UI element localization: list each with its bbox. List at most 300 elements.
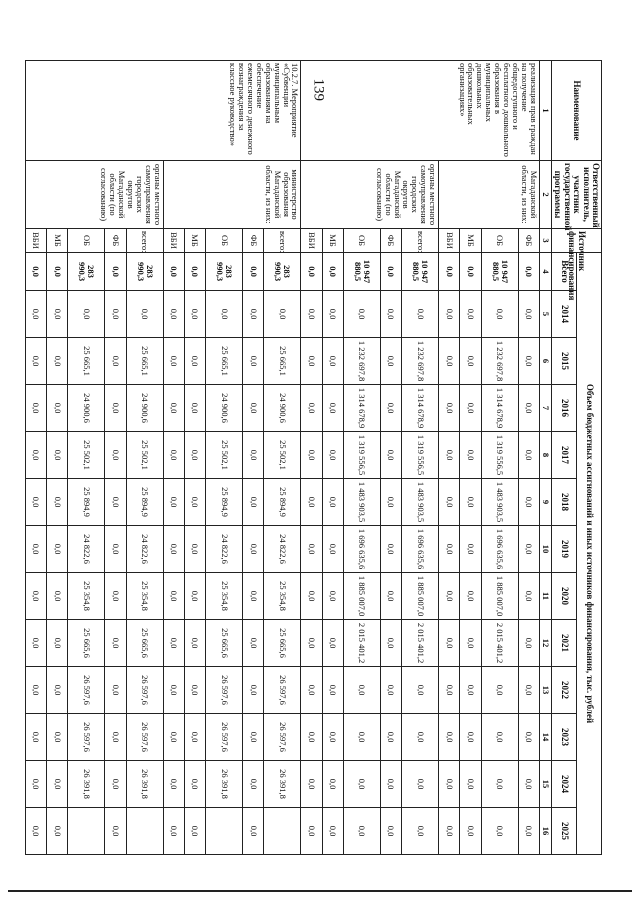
header-year: 2020	[551, 573, 576, 620]
value-cell: 0,0	[322, 338, 343, 385]
value-cell: 0,0	[163, 761, 184, 808]
value-cell: 0,0	[184, 338, 205, 385]
value-cell: 0,0	[206, 291, 243, 338]
value-cell: 25 665,1	[206, 338, 243, 385]
value-cell: 25 665,6	[68, 620, 105, 667]
value-cell: 0,0	[380, 808, 401, 855]
value-cell: 0,0	[518, 714, 539, 761]
value-cell: 0,0	[163, 667, 184, 714]
value-cell: 0,0	[460, 667, 481, 714]
value-cell	[206, 808, 243, 855]
source-cell: ОБ	[68, 229, 105, 253]
value-cell: 0,0	[322, 479, 343, 526]
value-cell: 0,0	[518, 291, 539, 338]
value-cell: 0,0	[47, 620, 68, 667]
value-cell: 0,0	[301, 385, 322, 432]
value-cell: 0,0	[163, 526, 184, 573]
value-cell: 0,0	[25, 291, 46, 338]
source-cell: ВБИ	[25, 229, 46, 253]
value-cell: 26 597,6	[264, 714, 301, 761]
value-cell: 0,0	[105, 526, 126, 573]
value-cell: 26 597,6	[68, 667, 105, 714]
value-cell: 0,0	[518, 432, 539, 479]
value-cell: 24 822,6	[264, 526, 301, 573]
value-cell: 0,0	[380, 573, 401, 620]
value-cell: 0,0	[184, 667, 205, 714]
header-source: Источник финансирования	[551, 229, 601, 253]
value-cell: 0,0	[184, 479, 205, 526]
col-number: 15	[539, 761, 551, 808]
value-cell: 0,0	[163, 385, 184, 432]
value-cell: 26 597,6	[264, 667, 301, 714]
value-cell: 0,0	[264, 291, 301, 338]
value-cell: 0,0	[301, 714, 322, 761]
value-cell: 0,0	[163, 432, 184, 479]
value-cell: 0,0	[184, 761, 205, 808]
col-number: 3	[539, 229, 551, 253]
source-cell: МБ	[184, 229, 205, 253]
value-cell: 0,0	[460, 714, 481, 761]
value-cell	[264, 808, 301, 855]
value-cell: 0,0	[439, 385, 460, 432]
value-cell: 0,0	[380, 291, 401, 338]
value-cell: 0,0	[68, 291, 105, 338]
value-cell: 0,0	[243, 385, 264, 432]
value-cell: 0,0	[301, 573, 322, 620]
header-volume: Объем бюджетных ассигнований и иных источников финансирования, тыс. рублей	[576, 253, 601, 855]
value-cell: 0,0	[25, 573, 46, 620]
source-cell: ВБИ	[301, 229, 322, 253]
value-cell: 0,0	[439, 573, 460, 620]
value-cell: 0,0	[25, 808, 46, 855]
value-cell: 1 319 556,5	[481, 432, 518, 479]
value-cell: 0,0	[301, 291, 322, 338]
col-number: 5	[539, 291, 551, 338]
value-cell: 25 354,8	[206, 573, 243, 620]
col-number: 4	[539, 253, 551, 291]
measure-name: 10.2.7. Мероприятие «Субвенции муниципальным образованиям на обеспечение ежемесячного денежного вознаграждения за классное руководство»	[25, 61, 301, 161]
value-cell: 0,0	[105, 573, 126, 620]
value-cell: 0,0	[343, 714, 380, 761]
value-cell: 0,0	[105, 385, 126, 432]
value-cell: 26 597,6	[206, 667, 243, 714]
value-cell: 0,0	[380, 479, 401, 526]
value-cell: 25 665,6	[206, 620, 243, 667]
value-cell: 0,0	[460, 479, 481, 526]
value-cell: 0,0	[380, 620, 401, 667]
value-cell: 0,0	[380, 526, 401, 573]
value-cell: 0,0	[518, 526, 539, 573]
value-cell: 1 314 678,9	[343, 385, 380, 432]
value-cell: 0,0	[439, 714, 460, 761]
col-number: 6	[539, 338, 551, 385]
value-cell: 0,0	[343, 667, 380, 714]
value-cell: 0,0	[322, 667, 343, 714]
value-cell: 0,0	[25, 385, 46, 432]
value-cell: 0,0	[322, 761, 343, 808]
value-cell: 0,0	[126, 291, 163, 338]
header-year: 2014	[551, 291, 576, 338]
value-cell: 0,0	[481, 808, 518, 855]
page-number: 139	[310, 78, 327, 101]
value-cell: 25 354,8	[126, 573, 163, 620]
value-cell: 0,0	[243, 291, 264, 338]
source-cell: ФБ	[243, 229, 264, 253]
value-cell: 0,0	[460, 291, 481, 338]
column-numbers-row	[539, 61, 551, 855]
value-cell: 0,0	[163, 573, 184, 620]
value-cell: 0,0	[47, 808, 68, 855]
value-cell: 0,0	[380, 432, 401, 479]
value-cell: 0,0	[439, 667, 460, 714]
header-executor: Ответственный исполнитель, участник государственной программы	[551, 161, 601, 229]
value-cell: 0,0	[301, 432, 322, 479]
value-cell: 0,0	[105, 432, 126, 479]
value-cell: 0,0	[25, 338, 46, 385]
executor-cell: министерство образования Магаданской области, из них:	[163, 161, 301, 229]
value-cell: 0,0	[105, 761, 126, 808]
value-cell: 0,0	[301, 479, 322, 526]
col-number: 14	[539, 714, 551, 761]
value-cell: 24 822,6	[126, 526, 163, 573]
value-cell: 0,0	[47, 479, 68, 526]
source-cell: МБ	[460, 229, 481, 253]
value-cell: 0,0	[439, 253, 460, 291]
value-cell: 25 894,9	[264, 479, 301, 526]
value-cell: 0,0	[322, 714, 343, 761]
source-cell: всего:	[126, 229, 163, 253]
value-cell: 0,0	[47, 526, 68, 573]
col-number: 10	[539, 526, 551, 573]
value-cell: 25 354,8	[68, 573, 105, 620]
value-cell: 1 314 678,9	[481, 385, 518, 432]
value-cell: 0,0	[460, 253, 481, 291]
value-cell: 0,0	[518, 253, 539, 291]
table-row	[518, 61, 539, 855]
value-cell: 1 483 903,5	[343, 479, 380, 526]
value-cell: 0,0	[439, 526, 460, 573]
value-cell: 0,0	[301, 526, 322, 573]
value-cell: 0,0	[25, 761, 46, 808]
value-cell: 0,0	[439, 620, 460, 667]
value-cell: 25 502,1	[126, 432, 163, 479]
value-cell: 2 015 401,2	[343, 620, 380, 667]
table-row	[264, 61, 301, 855]
value-cell: 0,0	[322, 291, 343, 338]
value-cell: 26 597,6	[126, 714, 163, 761]
value-cell: 26 391,8	[126, 761, 163, 808]
value-cell: 0,0	[25, 432, 46, 479]
value-cell: 0,0	[343, 761, 380, 808]
value-cell: 0,0	[439, 479, 460, 526]
value-cell: 1 483 903,5	[402, 479, 439, 526]
value-cell: 0,0	[301, 808, 322, 855]
value-cell: 0,0	[460, 620, 481, 667]
value-cell: 0,0	[105, 479, 126, 526]
value-cell: 0,0	[163, 620, 184, 667]
value-cell: 0,0	[105, 291, 126, 338]
value-cell: 0,0	[243, 714, 264, 761]
col-number: 9	[539, 479, 551, 526]
rotated-table-container	[31, 60, 602, 855]
value-cell: 24 900,6	[126, 385, 163, 432]
bottom-rule	[8, 890, 632, 892]
value-cell: 0,0	[47, 573, 68, 620]
col-number: 12	[539, 620, 551, 667]
table-body	[25, 61, 539, 855]
value-cell: 0,0	[380, 338, 401, 385]
value-cell: 1 319 556,5	[402, 432, 439, 479]
table-row	[402, 61, 439, 855]
value-cell	[68, 808, 105, 855]
value-cell: 0,0	[460, 385, 481, 432]
value-cell: 283 990,3	[264, 253, 301, 291]
header-year: 2022	[551, 667, 576, 714]
value-cell: 0,0	[163, 291, 184, 338]
value-cell: 1 696 635,6	[402, 526, 439, 573]
value-cell: 25 502,1	[68, 432, 105, 479]
value-cell: 0,0	[343, 291, 380, 338]
value-cell: 0,0	[322, 573, 343, 620]
value-cell: 0,0	[439, 761, 460, 808]
value-cell: 1 696 635,6	[343, 526, 380, 573]
value-cell: 0,0	[25, 479, 46, 526]
value-cell: 0,0	[402, 291, 439, 338]
financing-table	[25, 60, 602, 855]
col-number: 1	[539, 61, 551, 161]
source-cell: ВБИ	[439, 229, 460, 253]
value-cell: 24 822,6	[68, 526, 105, 573]
value-cell: 0,0	[460, 808, 481, 855]
value-cell: 0,0	[47, 432, 68, 479]
value-cell: 0,0	[184, 385, 205, 432]
value-cell: 2 015 401,2	[402, 620, 439, 667]
value-cell: 0,0	[47, 714, 68, 761]
value-cell: 0,0	[301, 761, 322, 808]
value-cell: 1 483 903,5	[481, 479, 518, 526]
value-cell: 0,0	[460, 761, 481, 808]
value-cell: 0,0	[518, 385, 539, 432]
value-cell: 0,0	[460, 338, 481, 385]
value-cell: 0,0	[481, 714, 518, 761]
value-cell: 0,0	[184, 253, 205, 291]
value-cell: 26 391,8	[68, 761, 105, 808]
value-cell: 25 665,1	[126, 338, 163, 385]
value-cell: 0,0	[47, 385, 68, 432]
value-cell: 0,0	[243, 573, 264, 620]
value-cell: 0,0	[481, 291, 518, 338]
value-cell: 1 232 697,8	[343, 338, 380, 385]
value-cell: 26 391,8	[206, 761, 243, 808]
source-cell: ОБ	[481, 229, 518, 253]
value-cell: 0,0	[47, 761, 68, 808]
value-cell: 0,0	[105, 667, 126, 714]
value-cell: 10 947 880,5	[343, 253, 380, 291]
value-cell: 0,0	[163, 338, 184, 385]
value-cell: 0,0	[184, 714, 205, 761]
value-cell: 10 947 880,5	[481, 253, 518, 291]
value-cell: 0,0	[184, 573, 205, 620]
value-cell: 25 665,6	[264, 620, 301, 667]
value-cell: 0,0	[380, 253, 401, 291]
value-cell	[126, 808, 163, 855]
value-cell: 0,0	[518, 761, 539, 808]
executor-cell: Магаданской области, из них:	[439, 161, 540, 229]
value-cell: 0,0	[518, 573, 539, 620]
source-cell: ФБ	[380, 229, 401, 253]
value-cell: 25 502,1	[264, 432, 301, 479]
value-cell: 0,0	[25, 253, 46, 291]
value-cell: 0,0	[163, 253, 184, 291]
value-cell: 25 665,1	[264, 338, 301, 385]
table-row	[126, 61, 163, 855]
col-number: 8	[539, 432, 551, 479]
value-cell: 0,0	[243, 338, 264, 385]
value-cell: 1 319 556,5	[343, 432, 380, 479]
value-cell: 0,0	[25, 667, 46, 714]
col-number: 16	[539, 808, 551, 855]
executor-cell: органы местного самоуправления городских округов Магаданской области (по согласованию)	[301, 161, 439, 229]
header-year: 2018	[551, 479, 576, 526]
value-cell: 1 314 678,9	[402, 385, 439, 432]
value-cell: 0,0	[105, 714, 126, 761]
value-cell: 283 990,3	[68, 253, 105, 291]
value-cell: 0,0	[243, 761, 264, 808]
value-cell: 1 885 007,0	[481, 573, 518, 620]
source-cell: ФБ	[105, 229, 126, 253]
value-cell: 0,0	[439, 808, 460, 855]
value-cell: 0,0	[47, 253, 68, 291]
source-cell: МБ	[47, 229, 68, 253]
value-cell: 0,0	[25, 714, 46, 761]
value-cell: 26 391,8	[264, 761, 301, 808]
col-number: 7	[539, 385, 551, 432]
source-cell: ФБ	[518, 229, 539, 253]
value-cell: 0,0	[322, 808, 343, 855]
value-cell: 25 665,6	[126, 620, 163, 667]
value-cell: 0,0	[380, 761, 401, 808]
value-cell: 0,0	[380, 714, 401, 761]
value-cell: 0,0	[322, 432, 343, 479]
value-cell: 0,0	[301, 253, 322, 291]
value-cell: 0,0	[105, 808, 126, 855]
value-cell: 0,0	[460, 573, 481, 620]
value-cell: 0,0	[402, 667, 439, 714]
value-cell: 0,0	[402, 808, 439, 855]
value-cell: 0,0	[243, 432, 264, 479]
value-cell: 0,0	[322, 620, 343, 667]
value-cell: 283 990,3	[126, 253, 163, 291]
value-cell: 0,0	[25, 526, 46, 573]
source-cell: всего:	[264, 229, 301, 253]
value-cell: 25 502,1	[206, 432, 243, 479]
value-cell: 26 597,6	[206, 714, 243, 761]
value-cell: 0,0	[243, 620, 264, 667]
value-cell: 0,0	[163, 714, 184, 761]
value-cell: 0,0	[518, 620, 539, 667]
value-cell: 0,0	[518, 338, 539, 385]
header-year: 2016	[551, 385, 576, 432]
value-cell: 0,0	[47, 291, 68, 338]
value-cell: 0,0	[380, 385, 401, 432]
value-cell: 0,0	[105, 620, 126, 667]
value-cell: 2 015 401,2	[481, 620, 518, 667]
header-name: Наименование	[551, 61, 601, 161]
value-cell: 0,0	[184, 808, 205, 855]
col-number: 2	[539, 161, 551, 229]
value-cell: 10 947 880,5	[402, 253, 439, 291]
value-cell: 0,0	[460, 526, 481, 573]
source-cell: ОБ	[206, 229, 243, 253]
value-cell: 0,0	[243, 526, 264, 573]
header-year: 2025	[551, 808, 576, 855]
value-cell: 0,0	[439, 432, 460, 479]
value-cell: 0,0	[322, 526, 343, 573]
value-cell: 25 894,9	[126, 479, 163, 526]
value-cell: 26 597,6	[68, 714, 105, 761]
value-cell: 0,0	[518, 479, 539, 526]
measure-name: реализация прав граждан на получение общедоступного и бесплатного дошкольного образования в муниципальных дошкольных образовательных организациях»	[301, 61, 539, 161]
value-cell: 1 885 007,0	[402, 573, 439, 620]
value-cell: 0,0	[163, 479, 184, 526]
executor-cell: органы местного самоуправления городских округов Магаданской области (по согласованию)	[25, 161, 163, 229]
header-year: 2024	[551, 761, 576, 808]
value-cell: 0,0	[322, 385, 343, 432]
source-cell: всего:	[402, 229, 439, 253]
header-year: 2023	[551, 714, 576, 761]
value-cell: 0,0	[380, 667, 401, 714]
value-cell: 0,0	[163, 808, 184, 855]
value-cell: 0,0	[184, 291, 205, 338]
col-number: 13	[539, 667, 551, 714]
value-cell: 0,0	[322, 253, 343, 291]
value-cell: 1 885 007,0	[343, 573, 380, 620]
value-cell: 25 894,9	[206, 479, 243, 526]
value-cell: 283 990,3	[206, 253, 243, 291]
value-cell: 0,0	[47, 338, 68, 385]
value-cell: 0,0	[243, 667, 264, 714]
value-cell: 0,0	[460, 432, 481, 479]
value-cell: 0,0	[301, 667, 322, 714]
value-cell: 0,0	[481, 667, 518, 714]
source-cell: ОБ	[343, 229, 380, 253]
source-cell: ВБИ	[163, 229, 184, 253]
value-cell: 25 894,9	[68, 479, 105, 526]
value-cell: 0,0	[402, 761, 439, 808]
value-cell: 0,0	[25, 620, 46, 667]
value-cell: 0,0	[301, 620, 322, 667]
value-cell: 25 354,8	[264, 573, 301, 620]
header-total: Всего	[551, 253, 576, 291]
value-cell: 0,0	[301, 338, 322, 385]
value-cell: 0,0	[518, 667, 539, 714]
value-cell: 25 665,1	[68, 338, 105, 385]
header-year: 2021	[551, 620, 576, 667]
value-cell: 0,0	[439, 291, 460, 338]
value-cell: 1 232 697,8	[481, 338, 518, 385]
value-cell: 0,0	[481, 761, 518, 808]
source-cell: МБ	[322, 229, 343, 253]
value-cell: 0,0	[105, 338, 126, 385]
value-cell: 26 597,6	[126, 667, 163, 714]
value-cell: 0,0	[184, 432, 205, 479]
value-cell: 0,0	[439, 338, 460, 385]
value-cell: 1 232 697,8	[402, 338, 439, 385]
value-cell: 24 900,6	[68, 385, 105, 432]
value-cell: 0,0	[518, 808, 539, 855]
col-number: 11	[539, 573, 551, 620]
value-cell: 0,0	[402, 714, 439, 761]
